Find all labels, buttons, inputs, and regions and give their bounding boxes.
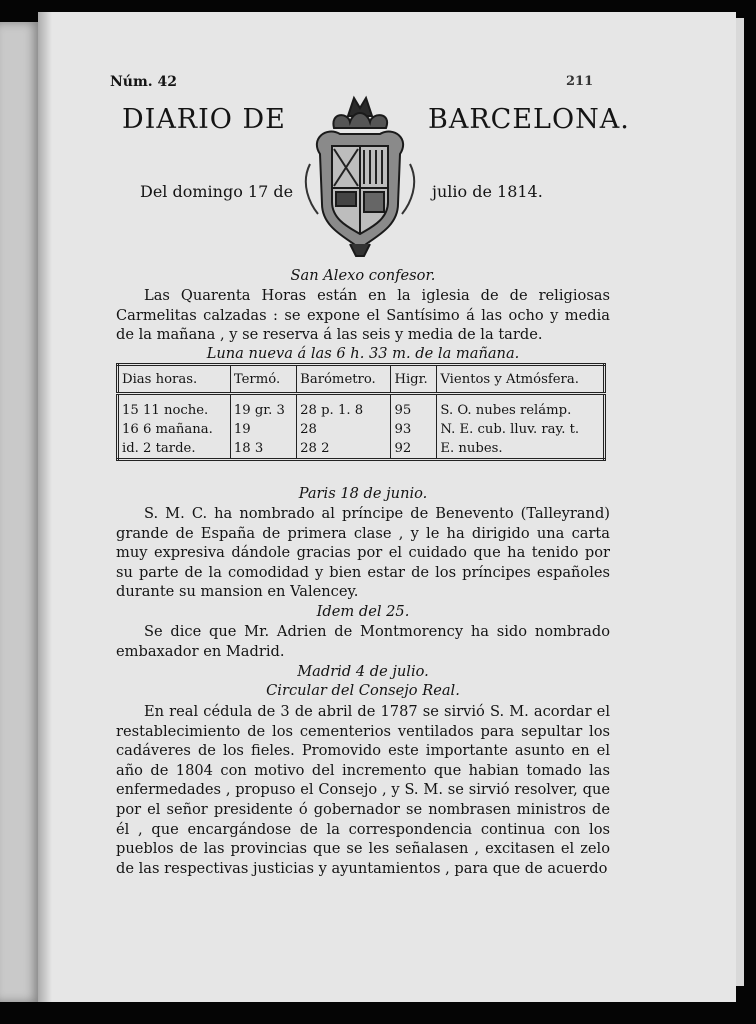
table-cell: 92	[391, 439, 437, 460]
date-line-right: julio de 1814.	[432, 182, 543, 201]
table-cell: S. O. nubes relámp.	[440, 403, 572, 418]
table-cell: 95	[391, 394, 437, 421]
table-cell: N. E. cub. lluv. ray. t.	[440, 422, 580, 437]
table-cell: 18 3	[230, 439, 296, 460]
coat-of-arms-emblem	[300, 94, 420, 259]
table-row	[118, 439, 605, 460]
news-heading-madrid: Madrid 4 de julio.	[297, 663, 429, 680]
table-cell: 19 gr. 3	[230, 394, 296, 421]
table-cell: 28	[297, 420, 391, 439]
news-heading-paris: Paris 18 de junio.	[298, 485, 428, 502]
left-page-edge	[0, 22, 40, 1002]
table-cell: 16 6 mañana.	[118, 420, 231, 439]
weather-header-days: Dias horas.	[118, 365, 231, 394]
page-number: 211	[566, 74, 594, 89]
newspaper-page	[38, 12, 736, 1002]
table-cell: 93	[391, 420, 437, 439]
news-paragraph-madrid: En real cédula de 3 de abril de 1787 se sirvió S. M. acordar el restablecimiento de los cementerios ventilados para sepultar los cadáveres de los fieles. Promovido este importante asunto en el año de 1804 con motivo del incremento que habian tomado las enfermedades , propuso el Consejo , y S. M. se sirvió resolver, que por el señor presidente ó gobernador se nombrasen ministros de él , que encargándose de la correspondencia continua con los pueblos de las provincias que se les señalasen , excitasen el zelo de las respectivas justicias y ayuntamientos , para que de acuerdo	[116, 703, 610, 877]
title-left: DIARIO DE	[122, 104, 286, 135]
weather-header-thermometer: Termó.	[230, 365, 296, 394]
weather-header-barometer: Barómetro.	[297, 365, 391, 394]
weather-table	[116, 363, 606, 461]
date-line-left: Del domingo 17 de	[140, 182, 294, 201]
table-cell: 15 11 noche.	[118, 394, 231, 421]
issue-number: Núm. 42	[110, 74, 178, 90]
saint-of-day: San Alexo confesor.	[290, 267, 436, 284]
weather-header-winds: Vientos y Atmósfera.	[437, 365, 605, 394]
table-cell: 28 2	[297, 439, 391, 460]
news-paragraph-idem: Se dice que Mr. Adrien de Montmorency ha sido nombrado embaxador en Madrid.	[116, 623, 610, 660]
table-row	[118, 394, 605, 421]
weather-header-hygrometer: Higr.	[391, 365, 437, 394]
table-row	[118, 420, 605, 439]
moon-phase: Luna nueva á las 6 h. 33 m. de la mañana.	[206, 345, 520, 362]
table-cell: 28 p. 1. 8	[297, 394, 391, 421]
news-heading-idem: Idem del 25.	[316, 603, 410, 620]
table-cell: E. nubes.	[440, 441, 503, 456]
news-subheading-circular: Circular del Consejo Real.	[266, 682, 460, 699]
title-right: BARCELONA.	[428, 104, 630, 135]
table-cell: 19	[230, 420, 296, 439]
devotion-paragraph: Las Quarenta Horas están en la iglesia de de religiosas Carmelitas calzadas : se expone el Santísimo á las ocho y media de la mañana , y se reserva á las seis y media de la tarde.	[116, 287, 610, 344]
table-cell: id. 2 tarde.	[118, 439, 231, 460]
news-paragraph-paris: S. M. C. ha nombrado al príncipe de Benevento (Talleyrand) grande de España de primera clase , y le ha dirigido una carta muy expresiva dándole gracias por el cuidado que ha tenido por su parte de la comodidad y bien estar de los príncipes españoles durante su mansion en Valencey.	[116, 505, 610, 601]
